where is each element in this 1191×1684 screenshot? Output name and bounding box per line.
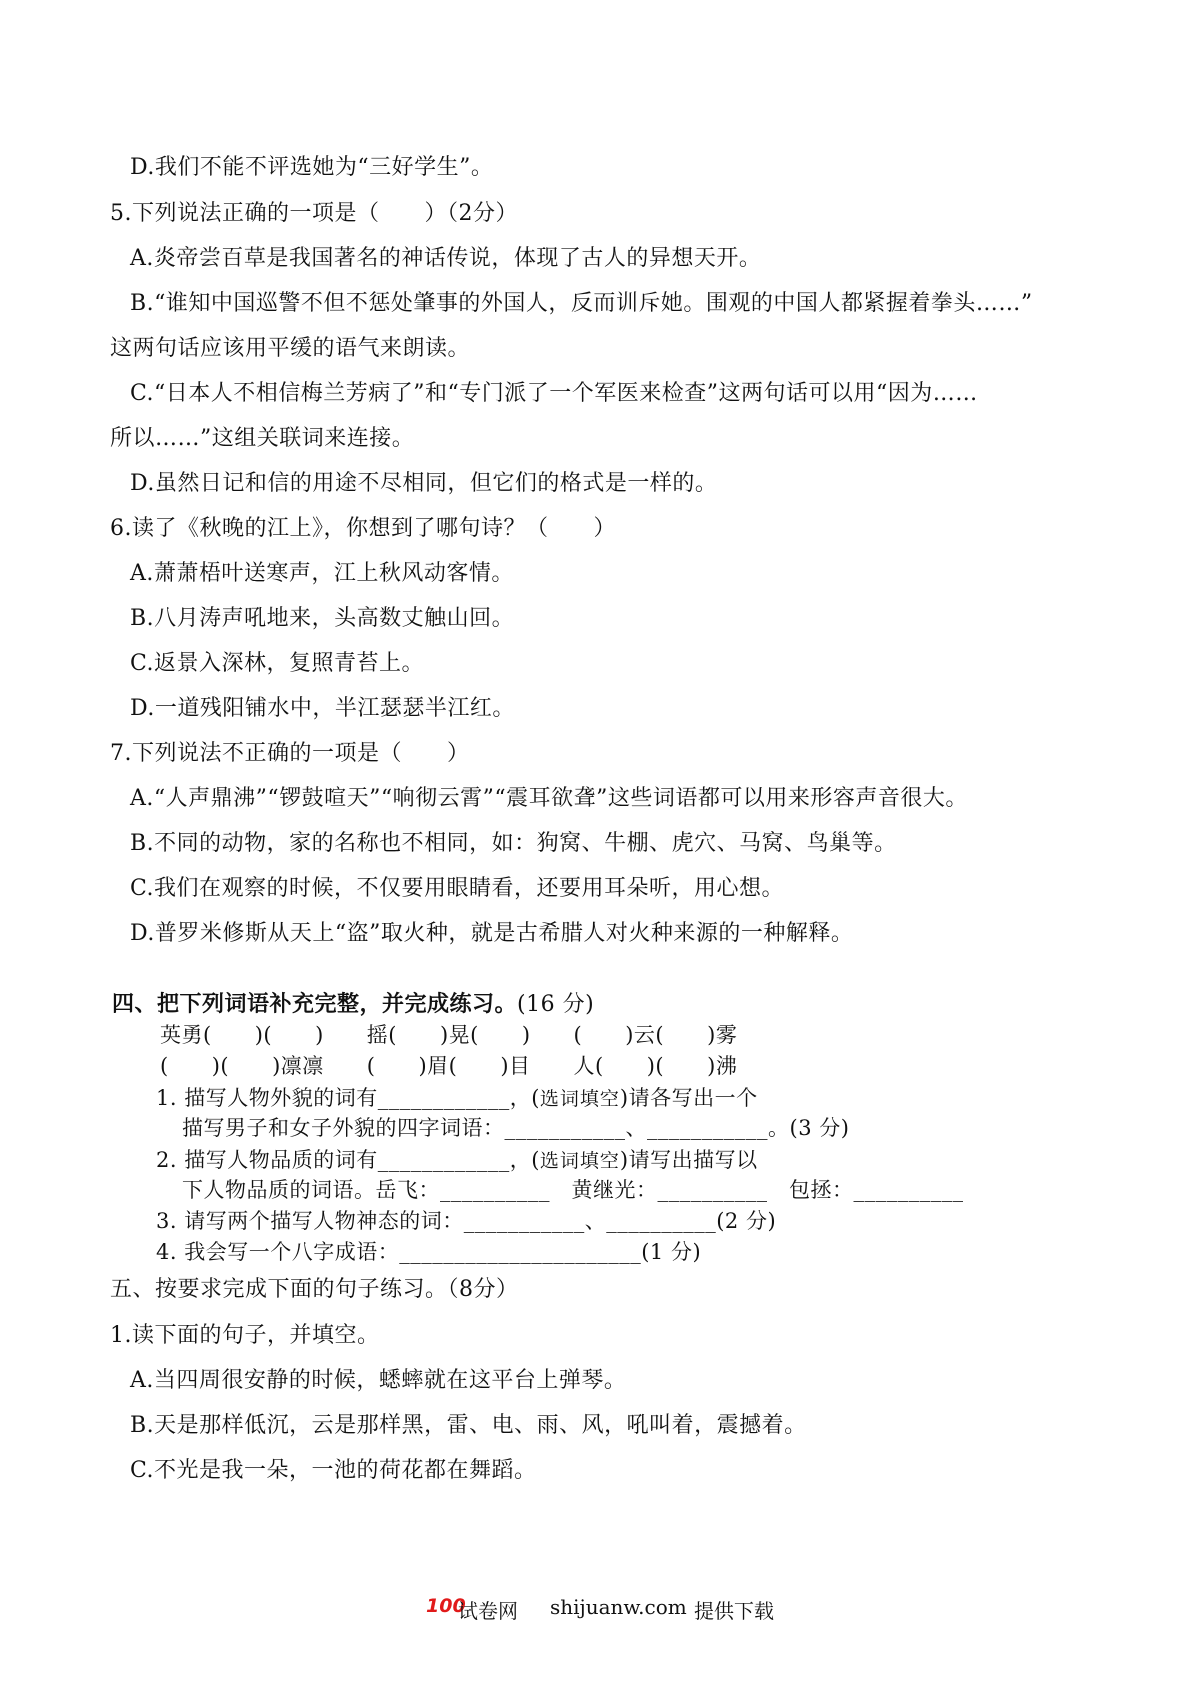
s4-q2-continued: 下人物品质的词语。岳飞：__________ 黄继光：__________ 包拯：__________ [182, 1178, 964, 1202]
q5-option-a: A.炎帝尝百草是我国著名的神话传说，体现了古人的异想天开。 [130, 246, 762, 271]
word-row-2: ( )( )凛凛 ( )眉( )目 人( )( )沸 [160, 1054, 738, 1078]
s5-sentence-c: C.不光是我一朵，一池的荷花都在舞蹈。 [130, 1458, 537, 1483]
section-4-points: (16 分) [517, 992, 595, 1017]
q4-option-d: D.我们不能不评选她为“三好学生”。 [130, 155, 494, 180]
s4-q1-part-a: 1. 描写人物外貌的词有____________，( [156, 1086, 540, 1110]
q7-option-c: C.我们在观察的时候，不仅要用眼睛看，还要用耳朵听，用心想。 [130, 876, 785, 901]
q7-option-d: D.普罗米修斯从天上“盗”取火种，就是古希腊人对火种来源的一种解释。 [130, 921, 854, 946]
q6-option-a: A.萧萧梧叶送寒声，江上秋风动客情。 [130, 561, 514, 586]
question-6: 6.读了《秋晚的江上》，你想到了哪句诗？（ ） [110, 516, 616, 541]
site-url: shijuanw.com [550, 1595, 687, 1619]
s4-q2-select-hint: 选词填空 [539, 1150, 620, 1172]
q5-option-c-cont: 所以……”这组关联词来连接。 [110, 426, 415, 451]
site-logo: 100 [426, 1595, 466, 1617]
section-5-title: 五、按要求完成下面的句子练习。（8分） [110, 1277, 519, 1302]
s5-sentence-a: A.当四周很安静的时候，蟋蟀就在这平台上弹琴。 [130, 1368, 627, 1393]
q6-option-d: D.一道残阳铺水中，半江瑟瑟半江红。 [130, 696, 515, 721]
q6-option-c: C.返景入深林，复照青苔上。 [130, 651, 425, 676]
site-logo-text: 试卷网 [458, 1599, 518, 1623]
s4-question-2 [156, 1146, 758, 1175]
section-4-title-text: 四、把下列词语补充完整，并完成练习。 [112, 991, 518, 1017]
s4-q1-part-b: )请各写出一个 [619, 1086, 758, 1110]
question-7: 7.下列说法不正确的一项是（ ） [110, 741, 470, 766]
s5-question-1: 1.读下面的句子，并填空。 [110, 1323, 380, 1348]
word-row-1: 英勇( )( ) 摇( )晃( ) ( )云( )雾 [160, 1023, 738, 1047]
q7-option-b: B.不同的动物，家的名称也不相同，如：狗窝、牛棚、虎穴、马窝、鸟巢等。 [130, 831, 897, 856]
question-5: 5.下列说法正确的一项是（ ）（2分） [110, 201, 518, 226]
s4-q2-part-a: 2. 描写人物品质的词有____________，( [156, 1148, 540, 1172]
q7-option-a: A.“人声鼎沸”“锣鼓喧天”“响彻云霄”“震耳欲聋”这些词语都可以用来形容声音很大。 [130, 786, 968, 811]
q5-option-c: C.“日本人不相信梅兰芳病了”和“专门派了一个军医来检查”这两句话可以用“因为…… [130, 381, 978, 406]
q5-option-b-cont: 这两句话应该用平缓的语气来朗读。 [110, 336, 471, 361]
s5-sentence-b: B.天是那样低沉，云是那样黑，雷、电、雨、风，吼叫着，震撼着。 [130, 1413, 807, 1438]
q6-option-b: B.八月涛声吼地来，头高数丈触山回。 [130, 606, 515, 631]
s4-question-3: 3. 请写两个描写人物神态的词：___________、__________(2 分) [156, 1209, 777, 1233]
q5-option-b: B.“谁知中国巡警不但不惩处肇事的外国人，反而训斥她。围观的中国人都紧握着拳头……” [130, 291, 1033, 316]
q5-option-d: D.虽然日记和信的用途不尽相同，但它们的格式是一样的。 [130, 471, 718, 496]
s4-question-4: 4. 我会写一个八字成语：______________________(1 分) [156, 1240, 702, 1264]
section-4-title [112, 989, 594, 1020]
page-footer [0, 1595, 1191, 1629]
s4-question-1 [156, 1084, 758, 1113]
s4-q2-part-b: )请写出描写以 [619, 1148, 758, 1172]
download-note: 提供下载 [694, 1599, 774, 1623]
s4-q1-select-hint: 选词填空 [539, 1088, 620, 1110]
s4-q1-continued: 描写男子和女子外貌的四字词语：___________、___________。(3 分) [182, 1116, 850, 1140]
